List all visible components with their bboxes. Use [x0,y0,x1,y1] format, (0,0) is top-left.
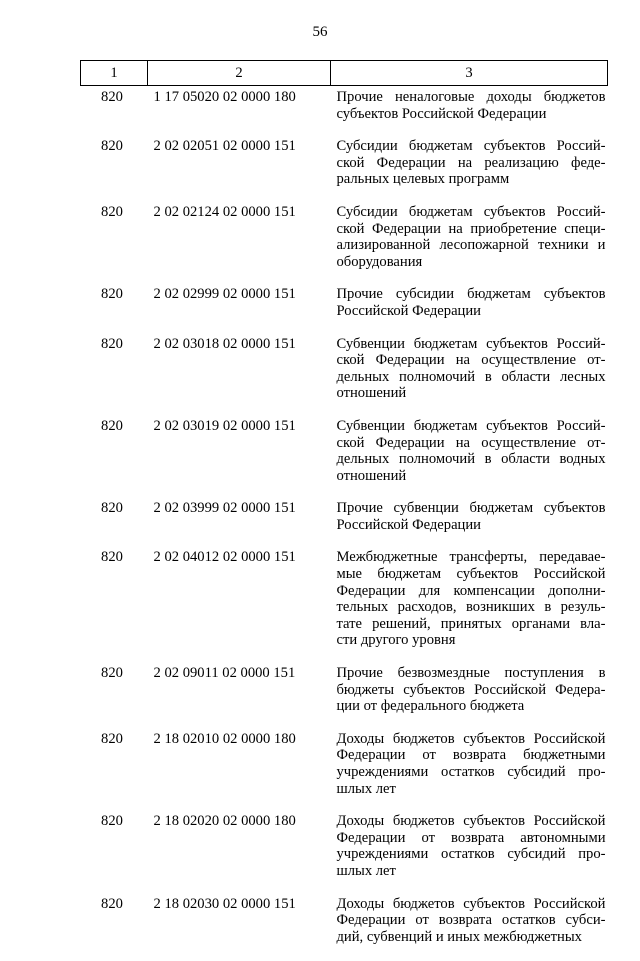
revenue-name-line: сти другого уровня [337,632,606,649]
admin-code-cell: 820 [81,336,148,418]
revenue-name-line: Межбюджетные трансферты, передавае- [337,549,606,566]
revenue-name-line: ской Федерации на осуществление от- [337,435,606,452]
revenue-name-line: бюджеты субъектов Российской Федера- [337,682,606,699]
table-row [81,418,608,500]
revenue-name-line: шлых лет [337,863,606,880]
budget-classification-code-cell: 2 02 03018 02 0000 151 [148,336,331,418]
revenue-name-cell [331,86,608,139]
table-row [81,896,608,961]
table-row [81,665,608,731]
admin-code-cell: 820 [81,86,148,139]
budget-classification-code-cell: 2 18 02020 02 0000 180 [148,813,331,895]
revenue-name-line: ской Федерации на приобретение специ- [337,221,606,238]
revenue-name-line: учреждениями остатков субсидий про- [337,846,606,863]
table-row [81,813,608,895]
revenue-name-line: Прочие субсидии бюджетам субъектов [337,286,606,303]
table-body [81,86,608,961]
revenue-name-line: Доходы бюджетов субъектов Российской [337,813,606,830]
revenue-name-line: ализированной лесопожарной техники и [337,237,606,254]
admin-code-cell: 820 [81,549,148,665]
budget-classification-code-cell: 2 02 02999 02 0000 151 [148,286,331,335]
budget-classification-code-cell: 2 02 09011 02 0000 151 [148,665,331,731]
revenue-name-line: Прочие безвозмездные поступления в [337,665,606,682]
revenue-name-line: Субсидии бюджетам субъектов Россий- [337,204,606,221]
revenue-name-cell [331,286,608,335]
budget-codes-table [80,60,608,961]
revenue-name-line: дельных полномочий в области водных [337,451,606,468]
revenue-name-line: дельных полномочий в области лесных [337,369,606,386]
revenue-name-line: тельных расходов, возникших в резуль- [337,599,606,616]
table-row [81,549,608,665]
admin-code-cell: 820 [81,418,148,500]
revenue-name-line: Прочие неналоговые доходы бюджетов [337,89,606,106]
revenue-name-line: Прочие субвенции бюджетам субъектов [337,500,606,517]
budget-classification-code-cell: 2 02 03999 02 0000 151 [148,500,331,549]
budget-classification-code-cell: 2 18 02010 02 0000 180 [148,731,331,813]
admin-code-cell: 820 [81,286,148,335]
revenue-name-cell [331,896,608,961]
header-col-1: 1 [81,61,148,86]
revenue-name-cell [331,813,608,895]
admin-code-cell: 820 [81,665,148,731]
revenue-name-line: Федерации от возврата бюджетными [337,747,606,764]
budget-classification-code-cell: 1 17 05020 02 0000 180 [148,86,331,139]
budget-classification-code-cell: 2 02 04012 02 0000 151 [148,549,331,665]
header-col-2: 2 [148,61,331,86]
revenue-name-line: дий, субвенций и иных межбюджетных [337,929,606,946]
budget-classification-code-cell: 2 02 02124 02 0000 151 [148,204,331,286]
revenue-name-line: Субвенции бюджетам субъектов Россий- [337,336,606,353]
revenue-name-line: субъектов Российской Федерации [337,106,606,123]
revenue-name-line: Российской Федерации [337,303,606,320]
revenue-name-line: шлых лет [337,781,606,798]
revenue-name-line: ральных целевых программ [337,171,606,188]
revenue-name-line: ской Федерации на реализацию феде- [337,155,606,172]
budget-classification-code-cell: 2 02 02051 02 0000 151 [148,138,331,204]
revenue-name-line: Доходы бюджетов субъектов Российской [337,896,606,913]
revenue-name-cell [331,336,608,418]
budget-classification-code-cell: 2 02 03019 02 0000 151 [148,418,331,500]
table-row [81,138,608,204]
admin-code-cell: 820 [81,500,148,549]
revenue-name-line: Федерации для компенсации дополни- [337,583,606,600]
table-row [81,336,608,418]
revenue-name-cell [331,204,608,286]
revenue-name-line: Федерации от возврата остатков субси- [337,912,606,929]
table-row [81,731,608,813]
revenue-name-cell [331,138,608,204]
revenue-name-cell [331,418,608,500]
revenue-name-line: Федерации от возврата автономными [337,830,606,847]
header-col-3: 3 [331,61,608,86]
table-header [81,61,608,86]
revenue-name-line: отношений [337,468,606,485]
admin-code-cell: 820 [81,896,148,961]
revenue-name-line: мые бюджетам субъектов Российской [337,566,606,583]
revenue-name-cell [331,549,608,665]
table-row [81,500,608,549]
table-row [81,86,608,139]
revenue-name-line: Субвенции бюджетам субъектов Россий- [337,418,606,435]
revenue-name-line: ской Федерации на осуществление от- [337,352,606,369]
revenue-name-cell [331,731,608,813]
revenue-name-line: ции от федерального бюджета [337,698,606,715]
table-row [81,286,608,335]
revenue-name-line: отношений [337,385,606,402]
table-row [81,204,608,286]
admin-code-cell: 820 [81,813,148,895]
revenue-name-line: Российской Федерации [337,517,606,534]
revenue-name-cell [331,500,608,549]
revenue-name-line: Субсидии бюджетам субъектов Россий- [337,138,606,155]
revenue-name-line: тате решений, принятых органами вла- [337,616,606,633]
revenue-name-cell [331,665,608,731]
admin-code-cell: 820 [81,731,148,813]
budget-classification-code-cell: 2 18 02030 02 0000 151 [148,896,331,961]
revenue-name-line: оборудования [337,254,606,271]
page-number: 56 [0,24,640,41]
revenue-name-line: Доходы бюджетов субъектов Российской [337,731,606,748]
revenue-name-line: учреждениями остатков субсидий про- [337,764,606,781]
admin-code-cell: 820 [81,204,148,286]
admin-code-cell: 820 [81,138,148,204]
